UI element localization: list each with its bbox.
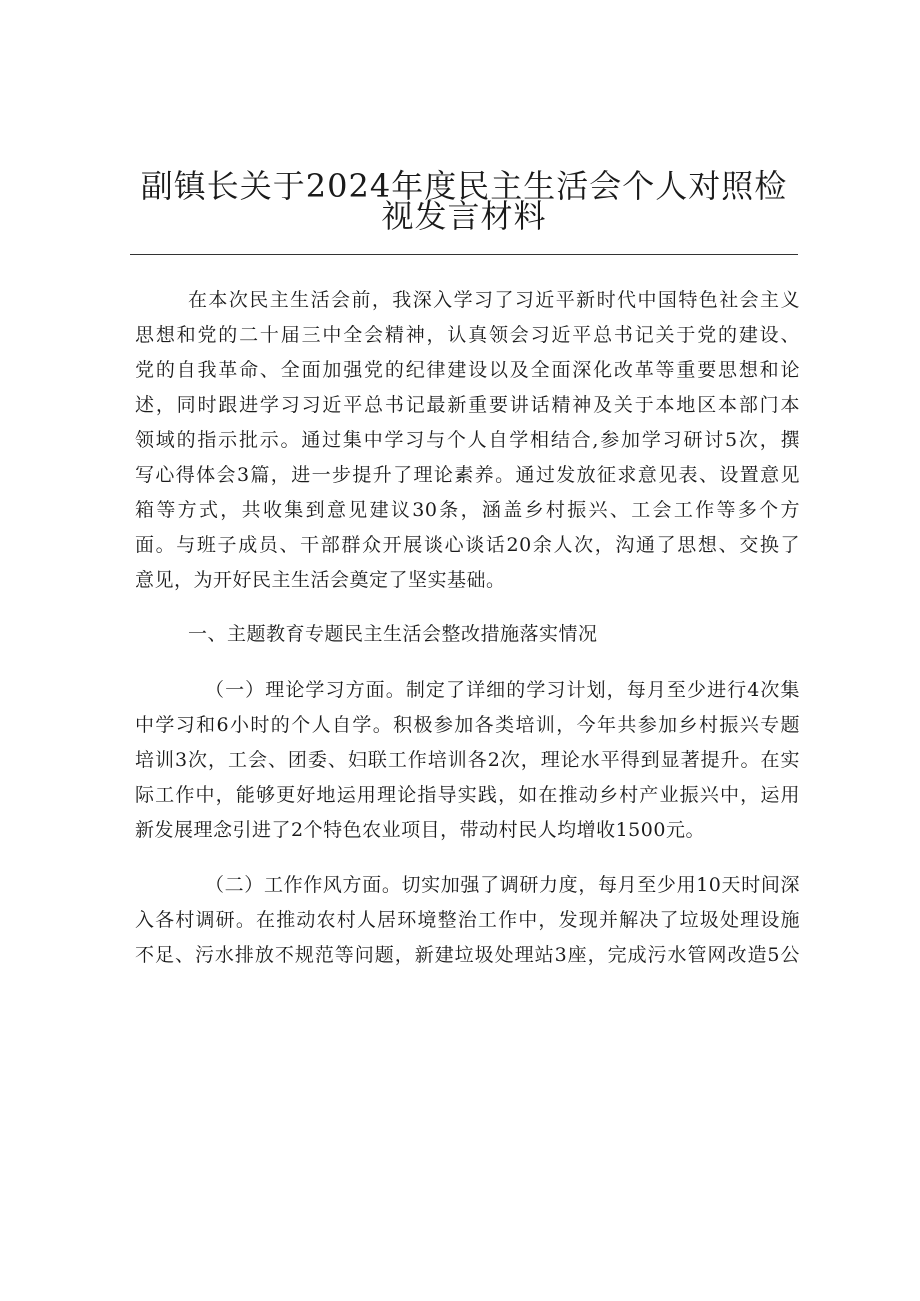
intro-line-1: 在本次民主生活会前，我深入学习了习近平新时代中国特色社会主义 <box>188 289 800 311</box>
sub1-line-4: 际工作中，能够更好地运用理论指导实践，如在推动乡村产业振兴中，运用 <box>135 784 800 806</box>
document-title-line-1: 副镇长关于2024年度民主生活会个人对照检 <box>140 167 788 205</box>
sub1-line-1: （一）理论学习方面。制定了详细的学习计划，每月至少进行4次集 <box>205 679 800 701</box>
section-heading-1: 一、主题教育专题民主生活会整改措施落实情况 <box>188 623 598 645</box>
sub2-line-3: 不足、污水排放不规范等问题，新建垃圾处理站3座，完成污水管网改造5公 <box>135 944 800 966</box>
sub2-line-1: （二）工作作风方面。切实加强了调研力度，每月至少用10天时间深 <box>205 874 800 896</box>
intro-line-5: 领域的指示批示。通过集中学习与个人自学相结合,参加学习研讨5次，撰 <box>135 429 800 451</box>
sub1-line-5: 新发展理念引进了2个特色农业项目，带动村民人均增收1500元。 <box>135 819 705 841</box>
intro-line-3: 党的自我革命、全面加强党的纪律建设以及全面深化改革等重要思想和论 <box>135 359 800 381</box>
intro-line-8: 面。与班子成员、干部群众开展谈心谈话20余人次，沟通了思想、交换了 <box>135 534 800 556</box>
sub1-line-3: 培训3次，工会、团委、妇联工作培训各2次，理论水平得到显著提升。在实 <box>135 749 800 771</box>
document-title-line-2: 视发言材料 <box>381 197 547 235</box>
intro-line-7: 箱等方式，共收集到意见建议30条，涵盖乡村振兴、工会工作等多个方 <box>135 499 800 521</box>
intro-line-6: 写心得体会3篇，进一步提升了理论素养。通过发放征求意见表、设置意见 <box>135 464 800 486</box>
intro-line-9: 意见，为开好民主生活会奠定了坚实基础。 <box>135 569 506 591</box>
title-divider <box>130 254 798 255</box>
intro-line-2: 思想和党的二十届三中全会精神，认真领会习近平总书记关于党的建设、 <box>135 324 800 346</box>
intro-line-4: 述，同时跟进学习习近平总书记最新重要讲话精神及关于本地区本部门本 <box>135 394 800 416</box>
sub2-line-2: 入各村调研。在推动农村人居环境整治工作中，发现并解决了垃圾处理设施 <box>135 909 800 931</box>
sub1-line-2: 中学习和6小时的个人自学。积极参加各类培训，今年共参加乡村振兴专题 <box>135 714 800 736</box>
